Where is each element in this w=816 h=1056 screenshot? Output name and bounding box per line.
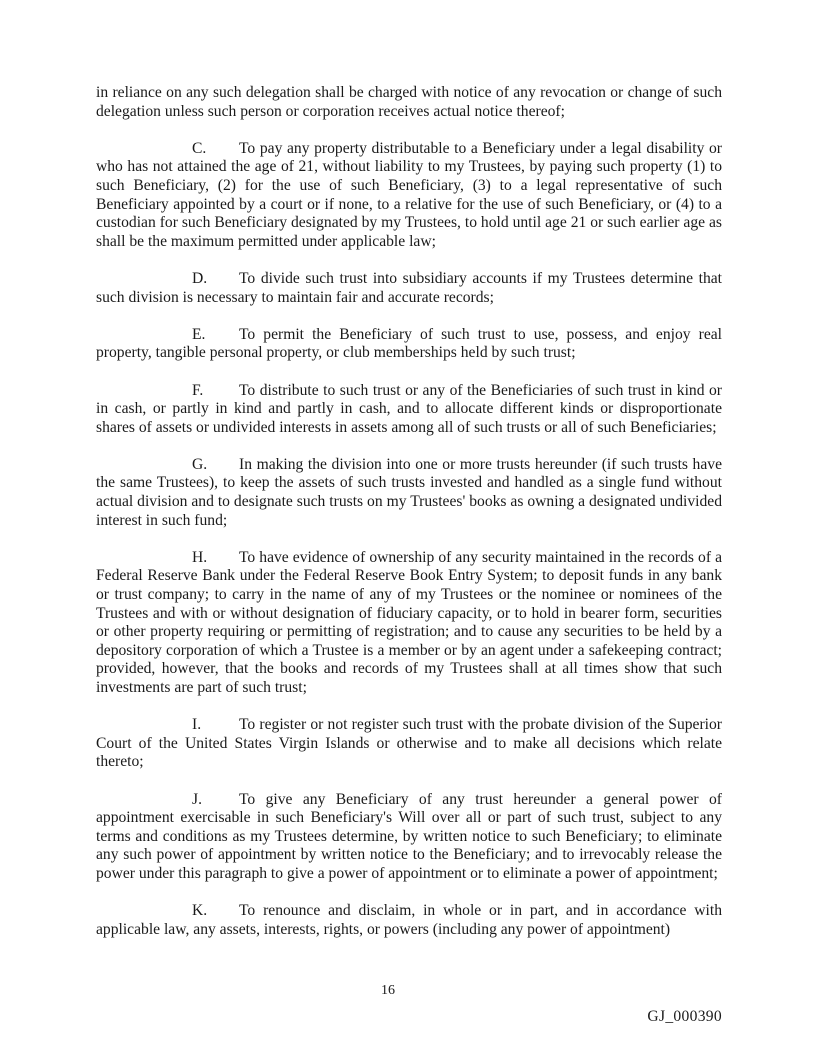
paragraph-text: To renounce and disclaim, in whole or in part, and in accordance with applicable law, any assets, interests, rights, or powers (including any power of appointment): [96, 902, 722, 938]
paragraph-text: To pay any property distributable to a Beneficiary under a legal disability or who has not attained the age of 21, without liability to my Trustees, by paying such property (1) to such Beneficiary, (2) for the use of such Beneficiary, (3) to a legal representative of such Beneficiary appointed by a court or if none, to a relative for the use of such Beneficiary, or (4) to a custodian for such Beneficiary designated by my Trustees, to hold until age 21 or such earlier age as shall be the maximum permitted under applicable law;: [96, 139, 722, 250]
paragraph-text: To have evidence of ownership of any security maintained in the records of a Federal Reserve Bank under the Federal Reserve Book Entry System; to deposit funds in any bank or trust company; to carry in the name of any of my Trustees or the nominee or nominees of the Trustees and with or without designation of fiduciary capacity, or to hold in bearer form, securities or other property requiring or permitting of registration; and to cause any securities to be held by a depository corporation of which a Trustee is a member or by an agent under a safekeeping contract; provided, however, that the books and records of my Trustees shall at all times show that such investments are part of such trust;: [96, 548, 722, 696]
paragraph-letter: C.: [192, 139, 207, 157]
document-body: [96, 84, 722, 958]
paragraph-c: [96, 140, 722, 252]
paragraph-g: [96, 456, 722, 530]
paragraph-text: To distribute to such trust or any of the Beneficiaries of such trust in kind or in cash, or partly in kind and partly in cash, and to allocate different kinds or disproportionate shares of assets or undivided interests in assets among all of such trusts or all of such Beneficiaries;: [96, 381, 722, 436]
paragraph-text: To permit the Beneficiary of such trust to use, possess, and enjoy real property, tangible personal property, or club memberships held by such trust;: [96, 325, 722, 362]
paragraph-k: [96, 902, 722, 939]
paragraph-d: [96, 270, 722, 307]
paragraph-letter: K.: [192, 902, 208, 920]
paragraph-text: To divide such trust into subsidiary accounts if my Trustees determine that such division is necessary to maintain fair and accurate records;: [96, 269, 722, 306]
paragraph-letter: G.: [192, 455, 208, 473]
paragraph-text: To give any Beneficiary of any trust hereunder a general power of appointment exercisable in such Beneficiary's Will over all or part of such trust, subject to any terms and conditions as my Trustees determine, by written notice to such Beneficiary; to eliminate any such power of appointment by written notice to the Beneficiary; and to irrevocably release the power under this paragraph to give a power of appointment or to eliminate a power of appointment;: [96, 790, 722, 882]
opening-paragraph: in reliance on any such delegation shall be charged with notice of any revocation or change of such delegation unless such person or corporation receives actual notice thereof;: [96, 84, 722, 120]
paragraph-letter: I.: [192, 716, 202, 734]
bates-number: GJ_000390: [647, 1008, 722, 1025]
paragraph-letter: D.: [192, 269, 208, 287]
paragraph-text: In making the division into one or more trusts hereunder (if such trusts have the same Trustees), to keep the assets of such trusts invested and handled as a single fund without actual division and to designate such trusts on my Trustees' books as owning a designated undivided interest in such fund;: [96, 455, 722, 529]
paragraph-text: To register or not register such trust with the probate division of the Superior Court of the United States Virgin Islands or otherwise and to make all decisions which relate thereto;: [96, 716, 722, 771]
paragraph-letter: H.: [192, 548, 208, 566]
paragraph-f: [96, 382, 722, 438]
paragraph-letter: E.: [192, 325, 206, 343]
paragraph-j: [96, 791, 722, 884]
paragraph-letter: J.: [192, 790, 202, 808]
page-number: 16: [381, 983, 395, 998]
paragraph-e: [96, 326, 722, 363]
paragraph-h: [96, 549, 722, 698]
paragraph-letter: F.: [192, 381, 204, 399]
paragraph-i: [96, 716, 722, 772]
